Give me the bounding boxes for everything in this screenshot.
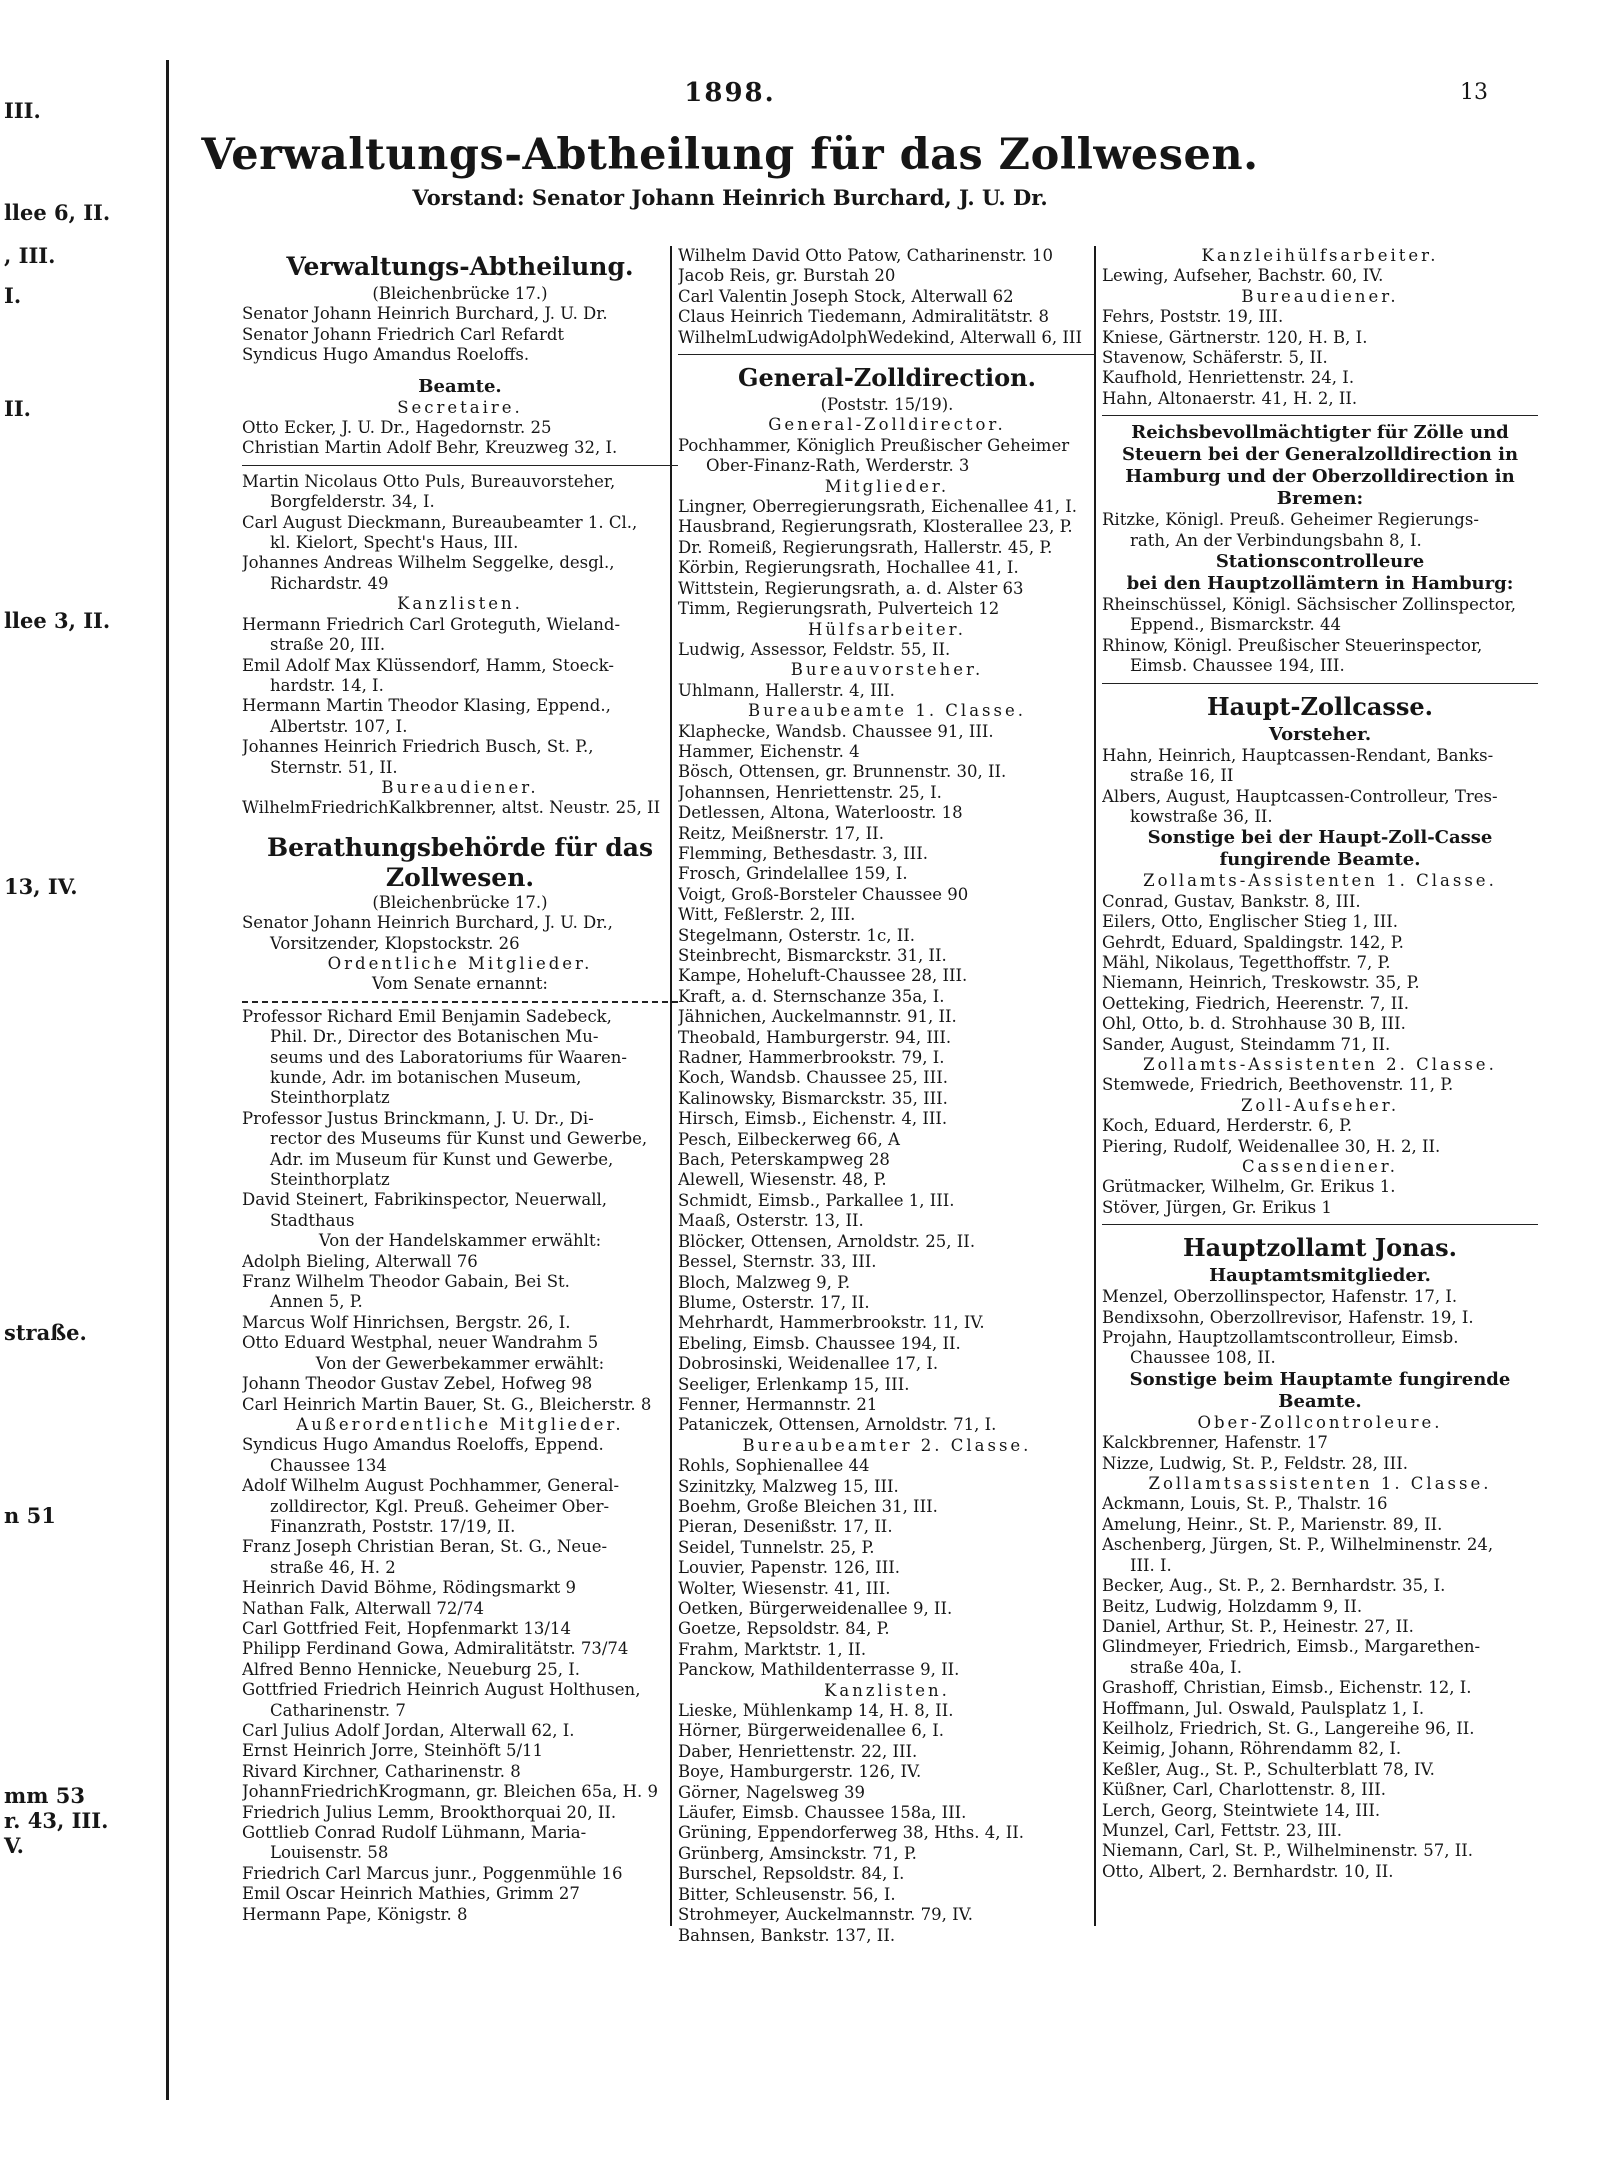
entry-line: Johannsen, Henriettenstr. 25, I. — [678, 782, 942, 802]
entry-line: Bloch, Malzweg 9, P. — [678, 1272, 851, 1292]
entry-line: Hermann Pape, Königstr. 8 — [242, 1904, 468, 1924]
section-heading: Berathungsbehörde für das — [266, 832, 654, 862]
entry-line: Rivard Kirchner, Catharinenstr. 8 — [242, 1761, 521, 1781]
page-year: 1898. — [684, 78, 776, 108]
entry-line: Johann Theodor Gustav Zebel, Hofweg 98 — [242, 1374, 593, 1394]
entry-line: Ebeling, Eimsb. Chaussee 194, II. — [678, 1333, 961, 1353]
entry-line: Ludwig, Assessor, Feldstr. 55, II. — [678, 639, 951, 659]
entry-line: Kalckbrenner, Hafenstr. 17 — [1102, 1433, 1328, 1453]
entry-line: Carl August Dieckmann, Bureaubeamter 1. Cl., — [242, 512, 638, 532]
entry-line: Kampe, Hoheluft-Chaussee 28, III. — [678, 966, 968, 986]
entry-line: WilhelmLudwigAdolphWedekind, Alterwall 6, III — [678, 327, 1082, 347]
entry-line: Strohmeyer, Auckelmannstr. 79, IV. — [678, 1905, 973, 1925]
subheading-ausserordentliche: Außerordentliche Mitglieder. — [296, 1414, 624, 1434]
entry-line: Görner, Nagelsweg 39 — [678, 1782, 865, 1802]
margin-fragment: mm 53 — [4, 1783, 85, 1808]
entry-line: Emil Adolf Max Klüssendorf, Hamm, Stoeck- — [242, 655, 614, 675]
entry-line: Grütmacker, Wilhelm, Gr. Erikus 1. — [1102, 1177, 1396, 1197]
margin-fragment: r. 43, III. — [4, 1808, 109, 1833]
entry-line: Carl Heinrich Martin Bauer, St. G., Bleicherstr. 8 — [242, 1394, 652, 1414]
entry-line: Chaussee 134 — [270, 1455, 387, 1475]
entry-line: Daber, Henriettenstr. 22, III. — [678, 1741, 918, 1761]
subheading-line: Bremen: — [1276, 488, 1364, 510]
entry-line: Detlessen, Altona, Waterloostr. 18 — [678, 803, 963, 823]
subheading-vom-senate: Vom Senate ernannt: — [372, 974, 548, 994]
entry-line: Emil Oscar Heinrich Mathies, Grimm 27 — [242, 1884, 580, 1904]
entry-line: Fehrs, Poststr. 19, III. — [1102, 307, 1284, 327]
entry-line: Bach, Peterskampweg 28 — [678, 1150, 890, 1170]
entry-line: Sternstr. 51, II. — [270, 757, 398, 777]
margin-fragment: V. — [4, 1833, 24, 1858]
entry-line: Finanzrath, Poststr. 17/19, II. — [270, 1516, 516, 1536]
entry-line: Steinbrecht, Bismarckstr. 31, II. — [678, 946, 947, 965]
entry-line: Mehrhardt, Hammerbrookstr. 11, IV. — [678, 1313, 985, 1333]
entry-line: Stöver, Jürgen, Gr. Erikus 1 — [1102, 1197, 1332, 1217]
entry-line: Körbin, Regierungsrath, Hochallee 41, I. — [678, 558, 1019, 578]
entry-line: Keimig, Johann, Röhrendamm 82, I. — [1102, 1739, 1402, 1759]
entry-line: Becker, Aug., St. P., 2. Bernhardstr. 35, I. — [1102, 1576, 1446, 1596]
entry-line: Johannes Andreas Wilhelm Seggelke, desgl., — [242, 553, 615, 573]
column-1 — [242, 246, 678, 1925]
entry-line: Hirsch, Eimsb., Eichenstr. 4, III. — [678, 1109, 948, 1129]
entry-line: Kraft, a. d. Sternschanze 35a, I. — [678, 986, 945, 1006]
entry-line: Lieske, Mühlenkamp 14, H. 8, II. — [678, 1701, 954, 1721]
subheading-line: Reichsbevollmächtigter für Zölle und — [1131, 422, 1509, 444]
entry-line: Carl Julius Adolf Jordan, Alterwall 62, I. — [242, 1721, 575, 1740]
subheading-secretaire: Secretaire. — [397, 397, 523, 417]
entry-line: Radner, Hammerbrookstr. 79, I. — [678, 1048, 945, 1068]
page-title: Verwaltungs-Abtheilung für das Zollwesen. — [201, 130, 1259, 180]
margin-fragment: III. — [4, 98, 41, 123]
section-address: (Bleichenbrücke 17.) — [372, 284, 548, 303]
entry-line: III. I. — [1130, 1555, 1172, 1575]
entry-line: Pataniczek, Ottensen, Arnoldstr. 71, I. — [678, 1415, 997, 1435]
entry-line: Carl Gottfried Feit, Hopfenmarkt 13/14 — [242, 1618, 571, 1638]
subheading-bureaudiener: Bureaudiener. — [381, 777, 539, 797]
entry-line: Gottlieb Conrad Rudolf Lühmann, Maria- — [242, 1823, 587, 1843]
section-heading: General-Zolldirection. — [738, 363, 1036, 393]
entry-line: Ritzke, Königl. Preuß. Geheimer Regierungs- — [1102, 510, 1479, 530]
entry-line: Vorsitzender, Klopstockstr. 26 — [270, 933, 520, 953]
entry-line: Szinitzky, Malzweg 15, III. — [678, 1476, 899, 1496]
page-gutter-line — [166, 60, 169, 2100]
entry-line: Keßler, Aug., St. P., Schulterblatt 78, IV. — [1102, 1759, 1435, 1779]
entry-line: Alfred Benno Hennicke, Neueburg 25, I. — [242, 1659, 580, 1679]
entry-line: Reitz, Meißnerstr. 17, II. — [678, 823, 884, 843]
entry-line: Wilhelm David Otto Patow, Catharinenstr. 10 — [678, 246, 1054, 265]
entry-line: Uhlmann, Hallerstr. 4, III. — [678, 680, 895, 700]
entry-line: Lewing, Aufseher, Bachstr. 60, IV. — [1102, 266, 1384, 286]
entry-line: Glindmeyer, Friedrich, Eimsb., Margarethen- — [1102, 1637, 1481, 1657]
entry-line: Niemann, Carl, St. P., Wilhelminenstr. 57, II. — [1102, 1841, 1474, 1861]
entry-line: Bessel, Sternstr. 33, III. — [678, 1252, 877, 1272]
entry-line: WilhelmFriedrichKalkbrenner, altst. Neustr. 25, II — [242, 798, 661, 818]
subheading-huelfsarbeiter: Hülfsarbeiter. — [808, 619, 966, 639]
subheading-zollamts-assistenten-2: Zollamts-Assistenten 2. Classe. — [1143, 1054, 1497, 1074]
entry-line: Schmidt, Eimsb., Parkallee 1, III. — [678, 1190, 955, 1210]
entry-line: Läufer, Eimsb. Chaussee 158a, III. — [678, 1803, 967, 1823]
entry-line: Phil. Dr., Director des Botanischen Mu- — [270, 1027, 599, 1047]
entry-line: Rhinow, Königl. Preußischer Steuerinspector, — [1102, 635, 1483, 655]
section-address: (Poststr. 15/19). — [820, 395, 954, 415]
entry-line: Professor Richard Emil Benjamin Sadebeck, — [242, 1006, 612, 1026]
entry-line: Franz Joseph Christian Beran, St. G., Neue- — [242, 1537, 608, 1557]
entry-line: Marcus Wolf Hinrichsen, Bergstr. 26, I. — [242, 1312, 571, 1332]
entry-line: Projahn, Hauptzollamtscontrolleur, Eimsb. — [1102, 1328, 1459, 1348]
entry-line: seums und des Laboratoriums für Waaren- — [270, 1047, 627, 1067]
entry-line: Lingner, Oberregierungsrath, Eichenallee 41, I. — [678, 497, 1078, 517]
entry-line: Burschel, Repsoldstr. 84, I. — [678, 1864, 905, 1884]
margin-fragment: straße. — [4, 1320, 87, 1345]
entry-line: Nathan Falk, Alterwall 72/74 — [242, 1598, 484, 1618]
section-heading: Haupt-Zollcasse. — [1206, 691, 1434, 721]
entry-line: Professor Justus Brinckmann, J. U. Dr., Di- — [242, 1108, 594, 1128]
entry-line: straße 16, II — [1130, 766, 1234, 786]
entry-line: Niemann, Heinrich, Treskowstr. 35, P. — [1102, 973, 1420, 993]
entry-line: Boye, Hamburgerstr. 126, IV. — [678, 1762, 922, 1782]
entry-line: Annen 5, P. — [270, 1292, 363, 1312]
entry-line: Seeliger, Erlenkamp 15, III. — [678, 1374, 910, 1394]
entry-line: Kniese, Gärtnerstr. 120, H. B, I. — [1102, 327, 1368, 347]
entry-line: kowstraße 36, II. — [1130, 806, 1273, 826]
subheading-zollamtsassistenten-1: Zollamtsassistenten 1. Classe. — [1148, 1474, 1492, 1494]
entry-line: Friedrich Julius Lemm, Brookthorquai 20, II. — [242, 1802, 617, 1822]
entry-line: Ober-Finanz-Rath, Werderstr. 3 — [706, 456, 970, 476]
entry-line: Bendixsohn, Oberzollrevisor, Hafenstr. 19, I. — [1102, 1307, 1474, 1327]
entry-line: straße 20, III. — [270, 635, 386, 655]
page-subtitle: Vorstand: Senator Johann Heinrich Burchard, J. U. Dr. — [412, 185, 1048, 210]
entry-line: Heinrich David Böhme, Rödingsmarkt 9 — [242, 1578, 576, 1598]
entry-line: Küßner, Carl, Charlottenstr. 8, III. — [1102, 1780, 1386, 1800]
entry-line: Daniel, Arthur, St. P., Heinestr. 27, II. — [1102, 1616, 1414, 1636]
margin-fragment: I. — [4, 283, 22, 308]
entry-line: Lerch, Georg, Steintwiete 14, III. — [1102, 1800, 1381, 1820]
subheading-line: Beamte. — [1278, 1390, 1362, 1412]
subheading-bureaubeamter-2: Bureaubeamter 2. Classe. — [742, 1435, 1032, 1455]
subheading-zollamts-assistenten-1: Zollamts-Assistenten 1. Classe. — [1143, 871, 1497, 891]
entry-line: Eilers, Otto, Englischer Stieg 1, III. — [1102, 912, 1399, 932]
subheading-line: Sonstige beim Hauptamte fungirende — [1129, 1368, 1511, 1390]
entry-line: rector des Museums für Kunst und Gewerbe, — [270, 1129, 648, 1149]
column-2 — [678, 246, 1096, 1946]
entry-line: kl. Kielort, Specht's Haus, III. — [270, 533, 519, 553]
subheading-kanzleihuelfsarbeiter: Kanzleihülfsarbeiter. — [1201, 246, 1439, 265]
subheading-kanzlisten: Kanzlisten. — [397, 594, 523, 614]
entry-line: Senator Johann Heinrich Burchard, J. U. Dr., — [242, 913, 613, 933]
entry-line: Bösch, Ottensen, gr. Brunnenstr. 30, II. — [678, 762, 1007, 782]
entry-line: Nizze, Ludwig, St. P., Feldstr. 28, III. — [1102, 1453, 1408, 1473]
entry-line: Fenner, Hermannstr. 21 — [678, 1394, 878, 1414]
entry-line: David Steinert, Fabrikinspector, Neuerwall, — [242, 1190, 608, 1210]
entry-line: Jacob Reis, gr. Burstah 20 — [678, 266, 896, 286]
entry-line: Kaufhold, Henriettenstr. 24, I. — [1102, 368, 1355, 388]
entry-line: Sander, August, Steindamm 71, II. — [1102, 1034, 1391, 1054]
subheading-kanzlisten: Kanzlisten. — [824, 1680, 950, 1700]
entry-line: Dobrosinski, Weidenallee 17, I. — [678, 1354, 939, 1374]
entry-line: Grashoff, Christian, Eimsb., Eichenstr. 12, I. — [1102, 1678, 1472, 1698]
entry-line: Carl Valentin Joseph Stock, Alterwall 62 — [678, 286, 1014, 306]
entry-line: Eppend., Bismarckstr. 44 — [1130, 615, 1341, 635]
entry-line: Hermann Martin Theodor Klasing, Eppend., — [242, 696, 611, 716]
entry-line: Bitter, Schleusenstr. 56, I. — [678, 1884, 896, 1904]
entry-line: Munzel, Carl, Fettstr. 23, III. — [1102, 1820, 1343, 1840]
margin-fragment: llee 6, II. — [4, 200, 111, 225]
margin-fragment: 13, IV. — [4, 874, 78, 899]
entry-line: Alewell, Wiesenstr. 48, P. — [678, 1170, 887, 1190]
entry-line: rath, An der Verbindungsbahn 8, I. — [1130, 530, 1422, 550]
entry-line: Hermann Friedrich Carl Groteguth, Wieland- — [242, 614, 621, 634]
entry-line: Hahn, Altonaerstr. 41, H. 2, II. — [1102, 388, 1358, 408]
entry-line: Steinthorplatz — [270, 1170, 390, 1190]
entry-line: Otto, Albert, 2. Bernhardstr. 10, II. — [1102, 1861, 1394, 1881]
entry-line: Koch, Wandsb. Chaussee 25, III. — [678, 1068, 948, 1088]
entry-line: Seidel, Tunnelstr. 25, P. — [678, 1537, 875, 1557]
entry-line: Oetteking, Fiedrich, Heerenstr. 7, II. — [1102, 993, 1409, 1013]
subheading-hauptamtsmitglieder: Hauptamtsmitglieder. — [1209, 1265, 1431, 1287]
entry-line: Pesch, Eilbeckerweg 66, A — [678, 1129, 900, 1149]
entry-line: Dr. Romeiß, Regierungsrath, Hallerstr. 45, P. — [678, 537, 1053, 557]
entry-line: Blume, Osterstr. 17, II. — [678, 1292, 870, 1312]
entry-line: Louvier, Papenstr. 126, III. — [678, 1558, 901, 1578]
entry-line: Wittstein, Regierungsrath, a. d. Alster 63 — [678, 578, 1024, 598]
subheading-generalzolldirector: General-Zolldirector. — [768, 415, 1006, 435]
entry-line: Louisenstr. 58 — [270, 1843, 389, 1863]
entry-line: Borgfelderstr. 34, I. — [270, 492, 435, 512]
subheading-beamte: Beamte. — [418, 375, 502, 397]
subheading-line: Hamburg und der Oberzolldirection in — [1125, 466, 1515, 488]
entry-line: Koch, Eduard, Herderstr. 6, P. — [1102, 1116, 1353, 1136]
page — [170, 0, 1600, 2177]
entry-line: Syndicus Hugo Amandus Roeloffs, Eppend. — [242, 1435, 604, 1455]
entry-line: Keilholz, Friedrich, St. G., Langereihe 96, II. — [1102, 1718, 1475, 1738]
entry-line: Boehm, Große Bleichen 31, III. — [678, 1496, 938, 1516]
margin-fragment: llee 3, II. — [4, 608, 111, 633]
subheading-bureauvorsteher: Bureauvorsteher. — [790, 660, 984, 680]
entry-line: Ackmann, Louis, St. P., Thalstr. 16 — [1102, 1494, 1388, 1514]
entry-line: Panckow, Mathildenterrasse 9, II. — [678, 1660, 960, 1680]
entry-line: Senator Johann Heinrich Burchard, J. U. Dr. — [242, 304, 608, 324]
entry-line: Richardstr. 49 — [270, 573, 389, 593]
entry-line: Jähnichen, Auckelmannstr. 91, II. — [678, 1007, 957, 1027]
entry-line: Claus Heinrich Tiedemann, Admiralitätstr. 8 — [678, 307, 1049, 327]
entry-line: Ernst Heinrich Jorre, Steinhöft 5/11 — [242, 1741, 544, 1761]
subheading-ordentliche: Ordentliche Mitglieder. — [327, 953, 593, 973]
page-number: 13 — [1460, 80, 1488, 105]
entry-line: Adolph Bieling, Alterwall 76 — [242, 1251, 478, 1271]
entry-line: Piering, Rudolf, Weidenallee 30, H. 2, II. — [1102, 1136, 1441, 1156]
entry-line: Beitz, Ludwig, Holzdamm 9, II. — [1102, 1596, 1363, 1616]
subheading-line: Sonstige bei der Haupt-Zoll-Casse — [1147, 827, 1493, 849]
subheading-ober-zollcontroleure: Ober-Zollcontroleure. — [1197, 1412, 1443, 1432]
entry-line: Gottfried Friedrich Heinrich August Holthusen, — [242, 1680, 641, 1700]
subheading-line: Steuern bei der Generalzolldirection in — [1121, 444, 1519, 466]
entry-line: Grüning, Eppendorferweg 38, Hths. 4, II. — [678, 1823, 1025, 1843]
entry-line: kunde, Adr. im botanischen Museum, — [270, 1068, 582, 1087]
entry-line: Friedrich Carl Marcus junr., Poggenmühle 16 — [242, 1863, 623, 1883]
entry-line: Stadthaus — [270, 1210, 355, 1230]
entry-line: Gehrdt, Eduard, Spaldingstr. 142, P. — [1102, 932, 1404, 952]
entry-line: Senator Johann Friedrich Carl Refardt — [242, 324, 565, 344]
entry-line: Menzel, Oberzollinspector, Hafenstr. 17, I. — [1102, 1287, 1458, 1307]
entry-line: hardstr. 14, I. — [270, 675, 384, 695]
section-heading: Hauptzollamt Jonas. — [1182, 1233, 1458, 1263]
entry-line: Maaß, Osterstr. 13, II. — [678, 1211, 864, 1231]
entry-line: Theobald, Hamburgerstr. 94, III. — [678, 1027, 952, 1047]
entry-line: Amelung, Heinr., St. P., Marienstr. 89, II. — [1102, 1514, 1443, 1534]
entry-line: Albers, August, Hauptcassen-Controlleur, Tres- — [1102, 786, 1498, 806]
entry-line: Wolter, Wiesenstr. 41, III. — [678, 1578, 891, 1598]
entry-line: Flemming, Bethesdastr. 3, III. — [678, 843, 928, 863]
section-address: (Bleichenbrücke 17.) — [372, 892, 548, 912]
entry-line: Mähl, Nikolaus, Tegetthoffstr. 7, P. — [1102, 952, 1391, 972]
subheading-vorsteher: Vorsteher. — [1268, 723, 1372, 745]
entry-line: Hammer, Eichenstr. 4 — [678, 741, 860, 761]
entry-line: Grünberg, Amsinckstr. 71, P. — [678, 1843, 917, 1863]
margin-fragment: n 51 — [4, 1503, 56, 1528]
entry-line: Ohl, Otto, b. d. Strohhause 30 B, III. — [1102, 1014, 1406, 1034]
entry-line: Pochhammer, Königlich Preußischer Geheimer — [678, 435, 1070, 455]
entry-line: Steinthorplatz — [270, 1088, 390, 1108]
subheading-zoll-aufseher: Zoll-Aufseher. — [1240, 1095, 1400, 1115]
entry-line: Eimsb. Chaussee 194, III. — [1130, 656, 1345, 676]
entry-line: zolldirector, Kgl. Preuß. Geheimer Ober- — [270, 1496, 610, 1516]
entry-line: JohannFriedrichKrogmann, gr. Bleichen 65a, H. 9 — [242, 1782, 658, 1802]
entry-line: Bahnsen, Bankstr. 137, II. — [678, 1925, 896, 1945]
entry-line: straße 40a, I. — [1130, 1657, 1242, 1677]
subheading-bureaubeamte-1: Bureaubeamte 1. Classe. — [748, 701, 1026, 721]
entry-line: Klaphecke, Wandsb. Chaussee 91, III. — [678, 721, 994, 741]
entry-line: straße 46, H. 2 — [270, 1557, 396, 1577]
entry-line: Stavenow, Schäferstr. 5, II. — [1102, 348, 1328, 368]
entry-line: Syndicus Hugo Amandus Roeloffs. — [242, 345, 530, 365]
subheading-cassendiener: Cassendiener. — [1241, 1157, 1399, 1176]
margin-fragment: , III. — [4, 243, 56, 268]
entry-line: Kalinowsky, Bismarckstr. 35, III. — [678, 1088, 948, 1108]
entry-line: Conrad, Gustav, Bankstr. 8, III. — [1102, 891, 1361, 911]
entry-line: Philipp Ferdinand Gowa, Admiralitätstr. 73/74 — [242, 1639, 629, 1659]
entry-line: Voigt, Groß-Borsteler Chaussee 90 — [678, 884, 969, 904]
entry-line: Rheinschüssel, Königl. Sächsischer Zollinspector, — [1102, 595, 1516, 615]
entry-line: Timm, Regierungsrath, Pulverteich 12 — [678, 599, 1000, 619]
entry-line: Rohls, Sophienallee 44 — [678, 1456, 870, 1476]
entry-line: Aschenberg, Jürgen, St. P., Wilhelminenstr. 24, — [1102, 1535, 1494, 1555]
entry-line: Johannes Heinrich Friedrich Busch, St. P., — [242, 737, 594, 757]
entry-line: Hoffmann, Jul. Oswald, Paulsplatz 1, I. — [1102, 1698, 1425, 1718]
entry-line: Stegelmann, Osterstr. 1c, II. — [678, 925, 915, 945]
entry-line: Otto Eduard Westphal, neuer Wandrahm 5 — [242, 1333, 599, 1353]
entry-line: Franz Wilhelm Theodor Gabain, Bei St. — [242, 1272, 570, 1292]
entry-line: Otto Ecker, J. U. Dr., Hagedornstr. 25 — [242, 418, 552, 438]
entry-line: Adr. im Museum für Kunst und Gewerbe, — [270, 1149, 614, 1169]
subheading-bureaudiener: Bureaudiener. — [1241, 286, 1399, 306]
subheading-mitglieder: Mitglieder. — [824, 476, 950, 496]
column-3 — [1102, 246, 1538, 1882]
margin-fragment: II. — [4, 396, 31, 421]
entry-line: Martin Nicolaus Otto Puls, Bureauvorsteher, — [242, 471, 616, 491]
entry-line: Christian Martin Adolf Behr, Kreuzweg 32, I. — [242, 438, 618, 458]
subheading-gewerbekammer: Von der Gewerbekammer erwählt: — [315, 1353, 605, 1373]
entry-line: Frosch, Grindelallee 159, I. — [678, 864, 908, 884]
subheading-handelskammer: Von der Handelskammer erwählt: — [318, 1231, 602, 1251]
subheading-line: fungirende Beamte. — [1219, 849, 1421, 871]
entry-line: Hörner, Bürgerweidenallee 6, I. — [678, 1721, 945, 1741]
entry-line: Albertstr. 107, I. — [270, 716, 408, 736]
entry-line: Goetze, Repsoldstr. 84, P. — [678, 1619, 890, 1639]
entry-line: Catharinenstr. 7 — [270, 1700, 406, 1720]
entry-line: Hausbrand, Regierungsrath, Klosterallee 23, P. — [678, 517, 1073, 537]
entry-line: Blöcker, Ottensen, Arnoldstr. 25, II. — [678, 1231, 976, 1251]
entry-line: Chaussee 108, II. — [1130, 1348, 1276, 1368]
entry-line: Hahn, Heinrich, Hauptcassen-Rendant, Banks- — [1102, 745, 1494, 765]
subheading-line: bei den Hauptzollämtern in Hamburg: — [1126, 573, 1514, 595]
entry-line: Oetken, Bürgerweidenallee 9, II. — [678, 1599, 953, 1618]
section-heading: Zollwesen. — [385, 862, 535, 892]
adjacent-page-fragment — [0, 0, 168, 2177]
subheading-line: Stationscontrolleure — [1215, 551, 1425, 573]
entry-line: Adolf Wilhelm August Pochhammer, General- — [242, 1476, 620, 1496]
entry-line: Frahm, Marktstr. 1, II. — [678, 1639, 867, 1659]
entry-line: Pieran, Desenißstr. 17, II. — [678, 1517, 893, 1537]
entry-line: Witt, Feßlerstr. 2, III. — [678, 905, 856, 925]
entry-line: Stemwede, Friedrich, Beethovenstr. 11, P. — [1102, 1075, 1454, 1095]
section-heading: Verwaltungs-Abtheilung. — [286, 252, 634, 281]
